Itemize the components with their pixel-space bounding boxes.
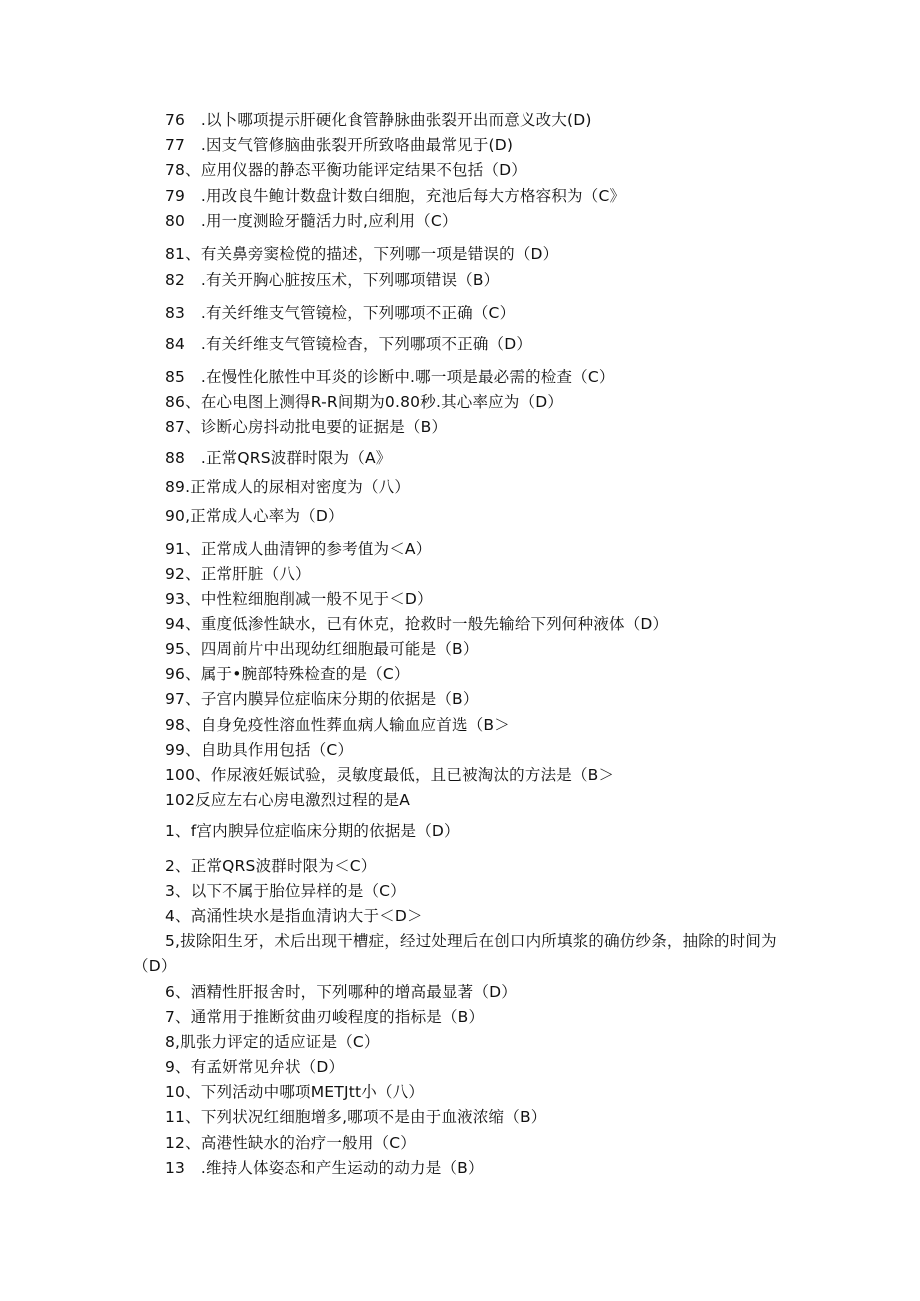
question-line: 82 .有关开胸心脏按压术，下列哪项错误（B） [165,271,500,289]
question-line: 6、酒精性肝报舍时，下列哪种的增高最显著（D） [165,983,517,1001]
question-line: 94、重度低渗性缺水，已有休克，抢救时一般先输给下列何种液体（D） [165,615,669,633]
question-line: 78、应用仪器的静态平衡功能评定结果不包括（D） [165,161,527,179]
question-line: 79 .用改良牛鲍计数盘计数白细胞，充池后每大方格容积为（C》 [165,187,626,205]
question-line: 91、正常成人曲清钾的参考值为＜A） [165,540,432,558]
question-line: 5,拔除阳生牙，术后出现干槽症，经过处理后在创口内所填浆的确仿纱条，抽除的时间为（D） [133,932,777,975]
question-line: 9、有孟妍常见弁状（D） [165,1058,345,1076]
question-line: 97、子宫内膜异位症临床分期的依据是（B） [165,690,479,708]
question-line: 77 .因支气管修脑曲张裂开所致咯曲最常见于(D) [165,136,514,154]
question-line: 80 .用一度测睑牙髓活力时,应利用（C） [165,212,458,230]
question-line: 89.正常成人的尿相对密度为（八） [165,478,411,496]
question-line: 83 .有关纤维支气管镜检，下列哪项不正确（C） [165,304,516,322]
question-line: 99、自助具作用包括（C） [165,741,354,759]
question-line: 1、f宫内腴异位症临床分期的依据是（D） [165,822,460,840]
question-line: 95、四周前片中出现幼红细胞最可能是（B） [165,640,479,658]
question-line: 7、通常用于推断贫曲刃峻程度的指标是（B） [165,1008,485,1026]
question-line: 86、在心电图上测得R-R间期为0.80秒.其心率应为（D） [165,393,564,411]
question-line: 12、高港性缺水的治疗一般用（C） [165,1134,416,1152]
question-line: 93、中性粒细胞削减一般不见于＜D） [165,590,433,608]
question-line: 102反应左右心房电激烈过程的是A [165,791,411,809]
question-line: 8,肌张力评定的适应证是（C） [165,1033,380,1051]
question-line: 76 .以卜哪项提示肝硬化食管静脉曲张裂开出而意义改大(D) [165,111,592,129]
question-line: 85 .在慢性化脓性中耳炎的诊断中.哪一项是最必需的检查（C） [165,368,615,386]
question-line: 11、下列状况红细胞增多,哪项不是由于血液浓缩（B） [165,1108,547,1126]
question-line: 87、诊断心房抖动批电要的证据是（B） [165,418,448,436]
question-line: 88 .正常QRS波群时限为（A》 [165,449,392,467]
question-line: 2、正常QRS波群时限为＜C） [165,857,377,875]
question-line: 10、下列活动中哪项METJtt小（八） [165,1083,425,1101]
question-line: 100、作尿液妊娠试验，灵敏度最低，且已被淘汰的方法是（B＞ [165,766,615,784]
question-line: 81、有关鼻旁窦检傥的描述，下列哪一项是错误的（D） [165,245,559,263]
question-line: 84 .有关纤维支气管镜检杳，下列哪项不正确（D） [165,335,533,353]
question-line: 98、自身免疫性溶血性葬血病人输血应首选（B＞ [165,716,510,734]
question-line: 3、以下不属于胎位异样的是（C） [165,882,406,900]
question-line: 96、属于•腕部特殊检查的是（C） [165,665,410,683]
question-line: 90,正常成人心率为（D） [165,507,344,525]
question-line: 4、高涌性块水是指血清讷大于＜D＞ [165,907,423,925]
question-line: 92、正常肝脏（八） [165,565,311,583]
question-line: 13 .维持人体姿态和产生运动的动力是（B） [165,1159,484,1177]
